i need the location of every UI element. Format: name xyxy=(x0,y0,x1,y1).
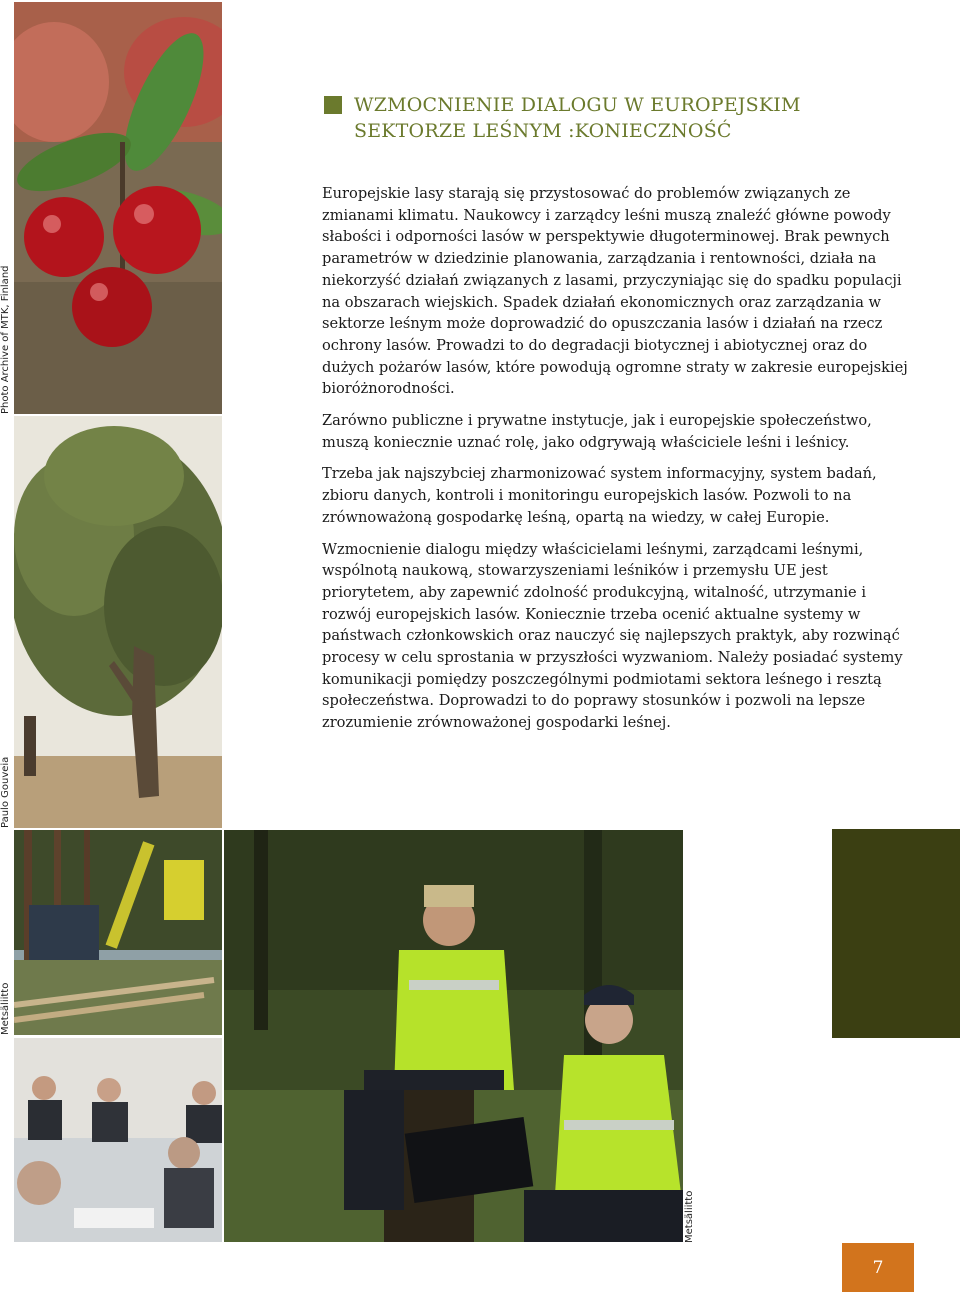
photo-credit-tree: Paulo Gouveia xyxy=(0,756,11,828)
article-body xyxy=(322,183,912,744)
paragraph-4: Wzmocnienie dialogu między właścicielami leśnymi, zarządcami leśnymi, wspólnotą naukową, stowarzyszeniami leśników i przemysłu UE jest priorytetem, aby zapewnić zdolność produkcyjną, witalność, utrzymanie i rozwój europejskich lasów. Koniecznie trzeba ocenić aktualne systemy w państwach członkowskich oraz nauczyć się najlepszych praktyk, aby rozwinąć procesy w celu sprostania w przyszłości wyzwaniom. Należy posiadać systemy komunikacji pomiędzy poszczególnymi podmiotami sektora leśnego i resztą społeczeństwa. Doprowadzi to do poprawy stosunków i pozwoli na lepsze zrozumienie zrównoważonej gospodarki leśnej. xyxy=(322,540,903,732)
meeting-photo xyxy=(14,1038,222,1242)
heading-title xyxy=(354,92,884,144)
heading-line-2: SEKTORZE LEŚNYM :KONIECZNOŚĆ xyxy=(354,120,732,142)
decorative-color-block xyxy=(832,829,960,1038)
paragraph-3: Trzeba jak najszybciej zharmonizować system informacyjny, system badań, zbioru danych, kontroli i monitoringu europejskich lasów. Pozwoli to na zrównoważoną gospodarkę leśną, opartą na wiedzy, w całej Europie. xyxy=(322,465,877,526)
photo-credit-harvester: Metsäliitto xyxy=(0,982,11,1035)
section-heading xyxy=(324,92,884,144)
heading-square-icon xyxy=(324,96,342,114)
harvester-photo xyxy=(14,830,222,1035)
page-number: 7 xyxy=(872,1257,884,1278)
page-number-box xyxy=(842,1243,914,1292)
tree-photo xyxy=(14,416,222,828)
paragraph-2: Zarówno publiczne i prywatne instytucje, jak i europejskie społeczeństwo, muszą koniecznie uznać rolę, jako odgrywają właściciele leśni i leśnicy. xyxy=(322,412,872,451)
berries-photo xyxy=(14,2,222,414)
foresters-photo xyxy=(224,830,683,1242)
photo-credit-berries: Photo Archive of MTK, Finland xyxy=(0,265,11,414)
photo-credit-foresters: Metsäliitto xyxy=(684,1190,695,1243)
heading-line-1: WZMOCNIENIE DIALOGU W EUROPEJSKIM xyxy=(354,94,801,116)
paragraph-1: Europejskie lasy starają się przystosować do problemów związanych ze zmianami klimatu. Naukowcy i zarządcy leśni muszą znaleźć główne powody słabości i odporności lasów w perspektywie długoterminowej. Brak pewnych parametrów w dziedzinie planowania, zarządzania i rentowności, działa na niekorzyść działań związanych z lasami, przyczyniając się do spadku populacji na obszarach wiejskich. Spadek działań ekonomicznych oraz zarządzania w sektorze leśnym może doprowadzić do opuszczania lasów i działań na rzecz ochrony lasów. Prowadzi to do degradacji biotycznej i abiotycznej oraz do dużych pożarów lasów, które powodują ogromne straty w zakresie europejskiej bioróżnorodności. xyxy=(322,185,908,398)
